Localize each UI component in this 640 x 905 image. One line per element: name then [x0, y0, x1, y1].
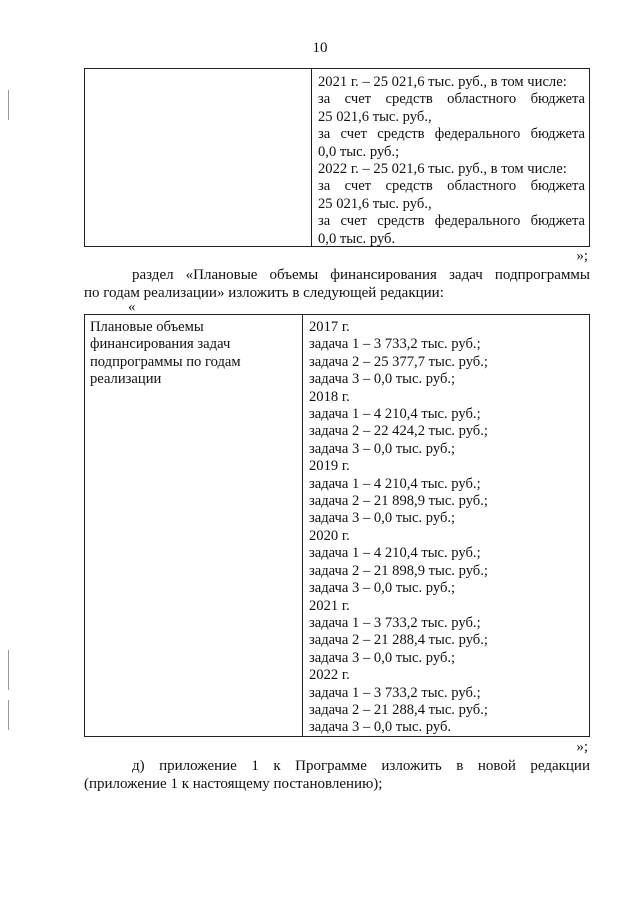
section-paragraph-line-1: раздел «Плановые объемы финансирования задач подпрограммы [132, 267, 590, 283]
table-label-line: финансирования задач [90, 336, 231, 353]
table-text-line: 2022 г. – 25 021,6 тыс. руб., в том числе: [318, 161, 567, 178]
page-number: 10 [312, 40, 328, 56]
table-value-line: задача 2 – 21 898,9 тыс. руб.; [309, 493, 488, 510]
table-value-line: задача 3 – 0,0 тыс. руб. [309, 719, 452, 736]
table-value-line: задача 2 – 22 424,2 тыс. руб.; [309, 423, 488, 440]
table-value-line: задача 1 – 3 733,2 тыс. руб.; [309, 336, 481, 353]
table-value-line: задача 3 – 0,0 тыс. руб.; [309, 580, 456, 597]
opening-quote-mark: « [128, 299, 136, 315]
table-label-line: подпрограммы по годам [90, 353, 241, 370]
table-text-line: за счет средств федерального бюджета [318, 213, 585, 230]
table-text-line: 25 021,6 тыс. руб., [318, 195, 432, 212]
table-text-line: за счет средств федерального бюджета [318, 126, 585, 143]
appendix-paragraph-line-2: (приложение 1 к настоящему постановлению); [84, 776, 383, 792]
table-values-cell [303, 315, 589, 736]
closing-quote-mark: »; [576, 248, 588, 264]
table-value-line: задача 1 – 3 733,2 тыс. руб.; [309, 684, 481, 701]
table-value-line: задача 1 – 3 733,2 тыс. руб.; [309, 614, 481, 631]
table-value-line: 2021 г. [309, 597, 350, 614]
table-value-line: 2020 г. [309, 527, 350, 544]
table-value-line: задача 3 – 0,0 тыс. руб.; [309, 440, 456, 457]
table-value-line: 2022 г. [309, 667, 350, 684]
table-value-line: задача 2 – 21 288,4 тыс. руб.; [309, 701, 488, 718]
table-text-line: 0,0 тыс. руб.; [318, 143, 400, 160]
table-value-line: задача 2 – 21 898,9 тыс. руб.; [309, 562, 488, 579]
table-label-cell [85, 315, 303, 736]
table-text-line: 2021 г. – 25 021,6 тыс. руб., в том числе: [318, 74, 567, 90]
table-value-line: 2019 г. [309, 458, 350, 475]
table-value-line: задача 1 – 4 210,4 тыс. руб.; [309, 475, 481, 492]
section-paragraph [84, 266, 590, 302]
appendix-paragraph [84, 757, 590, 793]
closing-quote-mark-2: »; [576, 739, 588, 755]
table-value-line: задача 3 – 0,0 тыс. руб.; [309, 510, 456, 527]
section-paragraph-line-2: по годам реализации» изложить в следующей редакции: [84, 285, 444, 301]
table-value-line: задача 3 – 0,0 тыс. руб.; [309, 649, 456, 666]
table-right-cell [312, 69, 589, 246]
scan-margin-mark [8, 650, 9, 690]
table-value-line: задача 2 – 25 377,7 тыс. руб.; [309, 353, 488, 370]
table-value-line: задача 2 – 21 288,4 тыс. руб.; [309, 632, 488, 649]
appendix-paragraph-line-1: д) приложение 1 к Программе изложить в новой редакции [132, 758, 590, 774]
table-text-line: за счет средств областного бюджета [318, 178, 585, 195]
table-value-line: 2017 г. [309, 319, 350, 335]
table-value-line: задача 1 – 4 210,4 тыс. руб.; [309, 545, 481, 562]
table-value-line: задача 1 – 4 210,4 тыс. руб.; [309, 406, 481, 423]
table-left-cell-empty [85, 69, 312, 246]
table-label-line: Плановые объемы [90, 319, 204, 335]
table-value-line: 2018 г. [309, 388, 350, 405]
table-label-line: реализации [90, 371, 162, 388]
table-text-line: за счет средств областного бюджета [318, 91, 585, 108]
table-value-line: задача 3 – 0,0 тыс. руб.; [309, 371, 456, 388]
table-text-line: 0,0 тыс. руб. [318, 230, 396, 247]
scan-margin-mark [8, 700, 9, 730]
table-text-line: 25 021,6 тыс. руб., [318, 108, 432, 125]
scan-margin-mark [8, 90, 9, 120]
financing-table-continued [84, 68, 590, 247]
planned-financing-table [84, 314, 590, 737]
